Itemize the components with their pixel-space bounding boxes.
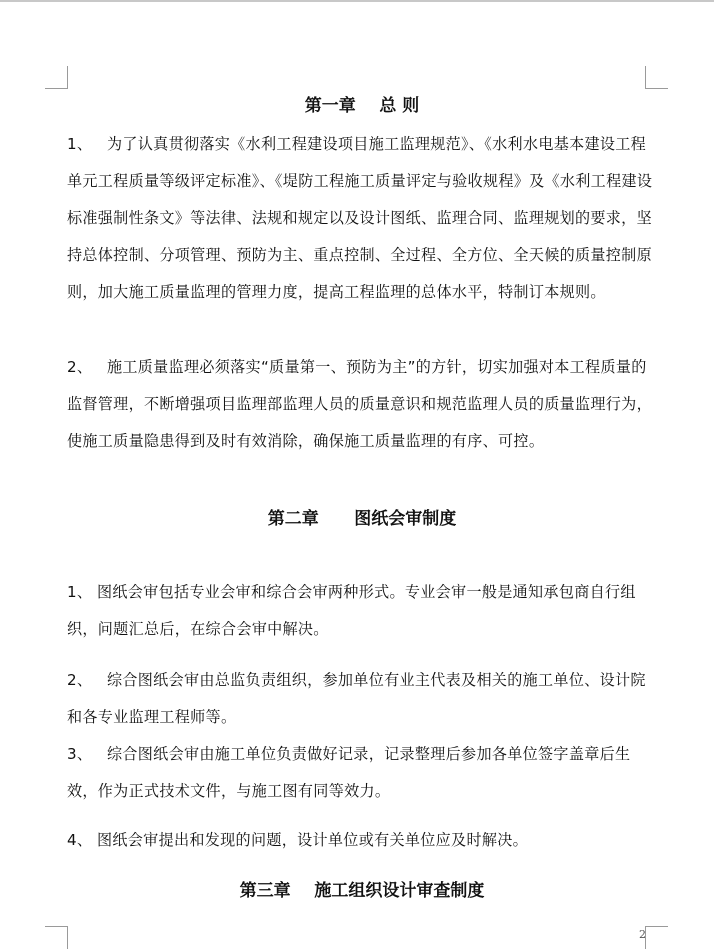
item-number: 2、 xyxy=(67,671,93,689)
chapter-2-item-3 xyxy=(67,736,657,810)
item-number: 2、 xyxy=(67,358,93,376)
chapter-2-item-1 xyxy=(67,574,657,648)
margin-corner-mark-bottom-right xyxy=(645,926,668,949)
item-number: 4、 xyxy=(67,831,93,849)
item-number: 3、 xyxy=(67,745,93,763)
chapter-2-title: 第二章 图纸会审制度 xyxy=(267,509,457,529)
item-text: 综合图纸会审由总监负责组织，参加单位有业主代表及相关的施工单位、设计院和各专业监理工程师等。 xyxy=(67,671,646,726)
window-top-border xyxy=(0,0,714,2)
item-number: 1、 xyxy=(67,135,93,153)
margin-corner-mark-bottom-left xyxy=(45,926,68,949)
chapter-2-item-4 xyxy=(67,822,657,859)
chapter-1-item-2 xyxy=(67,349,657,460)
margin-corner-mark-top-right xyxy=(645,66,668,89)
chapter-2-item-2 xyxy=(67,662,657,736)
chapter-1-item-1 xyxy=(67,126,657,311)
item-text: 图纸会审提出和发现的问题，设计单位或有关单位应及时解决。 xyxy=(97,831,529,849)
item-number: 1、 xyxy=(67,583,93,601)
chapter-1-title: 第一章 总 则 xyxy=(304,96,420,116)
margin-corner-mark-top-left xyxy=(45,66,68,89)
page-number: 2 xyxy=(639,928,646,941)
item-text: 综合图纸会审由施工单位负责做好记录，记录整理后参加各单位签字盖章后生效，作为正式技术文件，与施工图有同等效力。 xyxy=(67,745,631,800)
item-text: 为了认真贯彻落实《水利工程建设项目施工监理规范》、《水利水电基本建设工程单元工程质量等级评定标准》、《堤防工程施工质量评定与验收规程》及《水利工程建设标准强制性条文》等法律、法规和规定以及设计图纸、监理合同、监理规划的要求，坚持总体控制、分项管理、预防为主、重点控制、全过程、全方位、全天候的质量控制原则，加大施工质量监理的管理力度，提高工程监理的总体水平，特制订本规则。 xyxy=(67,135,653,301)
chapter-3-title: 第三章 施工组织设计审查制度 xyxy=(239,881,485,901)
item-text: 施工质量监理必须落实“质量第一、预防为主”的方针，切实加强对本工程质量的监督管理，不断增强项目监理部监理人员的质量意识和规范监理人员的质量监理行为，使施工质量隐患得到及时有效消除，确保施工质量监理的有序、可控。 xyxy=(67,358,652,450)
item-text: 图纸会审包括专业会审和综合会审两种形式。专业会审一般是通知承包商自行组织，问题汇总后，在综合会审中解决。 xyxy=(67,583,636,638)
